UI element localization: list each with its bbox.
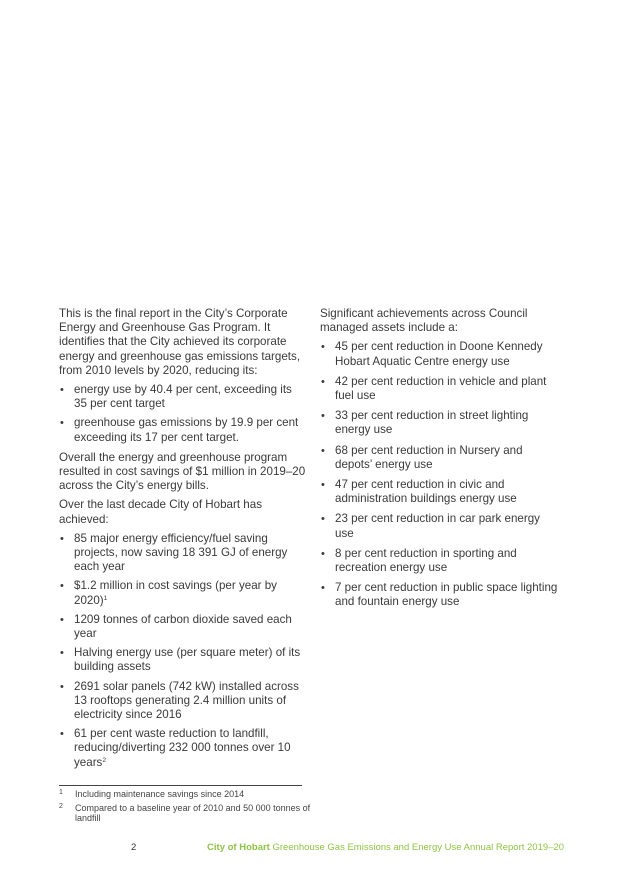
- bullet-icon: •: [321, 375, 325, 388]
- footnote-divider: [59, 785, 302, 786]
- bullet-icon: •: [60, 680, 64, 693]
- list-item: [59, 579, 307, 607]
- footnote-number: 1: [59, 789, 63, 796]
- list-item: [59, 416, 307, 444]
- list-item: [320, 512, 560, 540]
- decade-intro: Over the last decade City of Hobart has achieved:: [59, 498, 262, 526]
- list-item: [320, 547, 560, 575]
- list-item: [320, 375, 560, 403]
- bullet-icon: •: [321, 341, 325, 354]
- footnote: [59, 789, 319, 799]
- list-item-text: 2691 solar panels (742 kW) installed across 13 rooftops generating 2.4 million units of electricity since 2016: [74, 679, 299, 722]
- bullet-icon: •: [321, 479, 325, 492]
- list-item: [320, 340, 560, 368]
- list-item: [59, 727, 307, 770]
- footnote-text: Including maintenance savings since 2014: [75, 789, 245, 799]
- bullet-icon: •: [321, 513, 325, 526]
- bullet-icon: •: [60, 417, 64, 430]
- list-item-text: 1209 tonnes of carbon dioxide saved each year: [74, 612, 292, 641]
- bullet-icon: •: [321, 582, 325, 595]
- list-item-text: 42 per cent reduction in vehicle and plant fuel use: [335, 374, 547, 403]
- footnote-ref: 2: [102, 756, 106, 764]
- list-item: [59, 613, 307, 641]
- list-item-text: greenhouse gas emissions by 19.9 per cent exceeding its 17 per cent target.: [74, 416, 299, 444]
- list-item: [320, 444, 560, 472]
- list-item-text: 68 per cent reduction in Nursery and depots’ energy use: [335, 443, 523, 471]
- list-item-text: 7 per cent reduction in public space lighting and fountain energy use: [335, 581, 558, 609]
- footnote: [59, 803, 319, 823]
- running-footer: [207, 842, 564, 853]
- list-item-text: 47 per cent reduction in civic and administration buildings energy use: [335, 478, 517, 506]
- list-item-text: 85 major energy efficiency/fuel saving projects, now saving 18 391 GJ of energy each year: [74, 531, 288, 574]
- bullet-icon: •: [60, 532, 64, 545]
- list-item: [59, 680, 307, 723]
- left-column: [59, 307, 307, 776]
- list-item-text: 8 per cent reduction in sporting and recreation energy use: [335, 546, 517, 575]
- list-item-text: 33 per cent reduction in street lighting energy use: [335, 409, 529, 437]
- footer-org: City of Hobart: [207, 842, 270, 853]
- list-item-text: 23 per cent reduction in car park energy use: [335, 512, 540, 540]
- footnotes: [59, 789, 319, 827]
- list-item-text: Halving energy use (per square meter) of its building assets: [74, 646, 301, 674]
- footer-report-title: Greenhouse Gas Emissions and Energy Use Annual Report 2019–20: [272, 842, 564, 853]
- list-item-text: 45 per cent reduction in Doone Kennedy Hobart Aquatic Centre energy use: [335, 340, 543, 368]
- page-number: 2: [131, 842, 137, 853]
- bullet-icon: •: [60, 728, 64, 741]
- achievements-list: [59, 532, 307, 770]
- asset-achievements-list: [320, 340, 560, 609]
- list-item-text: energy use by 40.4 per cent, exceeding its 35 per cent target: [74, 383, 292, 411]
- footnote-text: Compared to a baseline year of 2010 and 50 000 tonnes of landfill: [75, 803, 311, 823]
- footnote-number: 2: [59, 803, 63, 810]
- bullet-icon: •: [60, 647, 64, 660]
- list-item: [59, 646, 307, 674]
- bullet-icon: •: [321, 410, 325, 423]
- right-column: [320, 307, 560, 616]
- list-item: [320, 409, 560, 437]
- list-item-text: 61 per cent waste reduction to landfill, reducing/diverting 232 000 tonnes over 10 years: [74, 727, 291, 769]
- bullet-icon: •: [60, 580, 64, 593]
- list-item: [320, 478, 560, 506]
- right-intro: Significant achievements across Council managed assets include a:: [320, 307, 528, 335]
- list-item: [59, 383, 307, 411]
- bullet-icon: •: [60, 613, 64, 626]
- list-item-text: $1.2 million in cost savings (per year by 2020): [74, 579, 277, 607]
- bullet-icon: •: [60, 384, 64, 397]
- targets-list: [59, 383, 307, 445]
- intro-paragraph: This is the final report in the City’s Corporate Energy and Greenhouse Gas Program. It identifies that the City achieved its corporate energy and greenhouse gas emissions targets, from 2010 levels by 2020, reducing its:: [59, 307, 301, 377]
- list-item: [59, 532, 307, 575]
- list-item: [320, 581, 560, 609]
- bullet-icon: •: [321, 547, 325, 560]
- overall-paragraph: Overall the energy and greenhouse program resulted in cost savings of $1 million in 2019–20 across the City’s energy bills.: [59, 450, 306, 493]
- footnote-ref: 1: [103, 594, 108, 602]
- bullet-icon: •: [321, 444, 325, 457]
